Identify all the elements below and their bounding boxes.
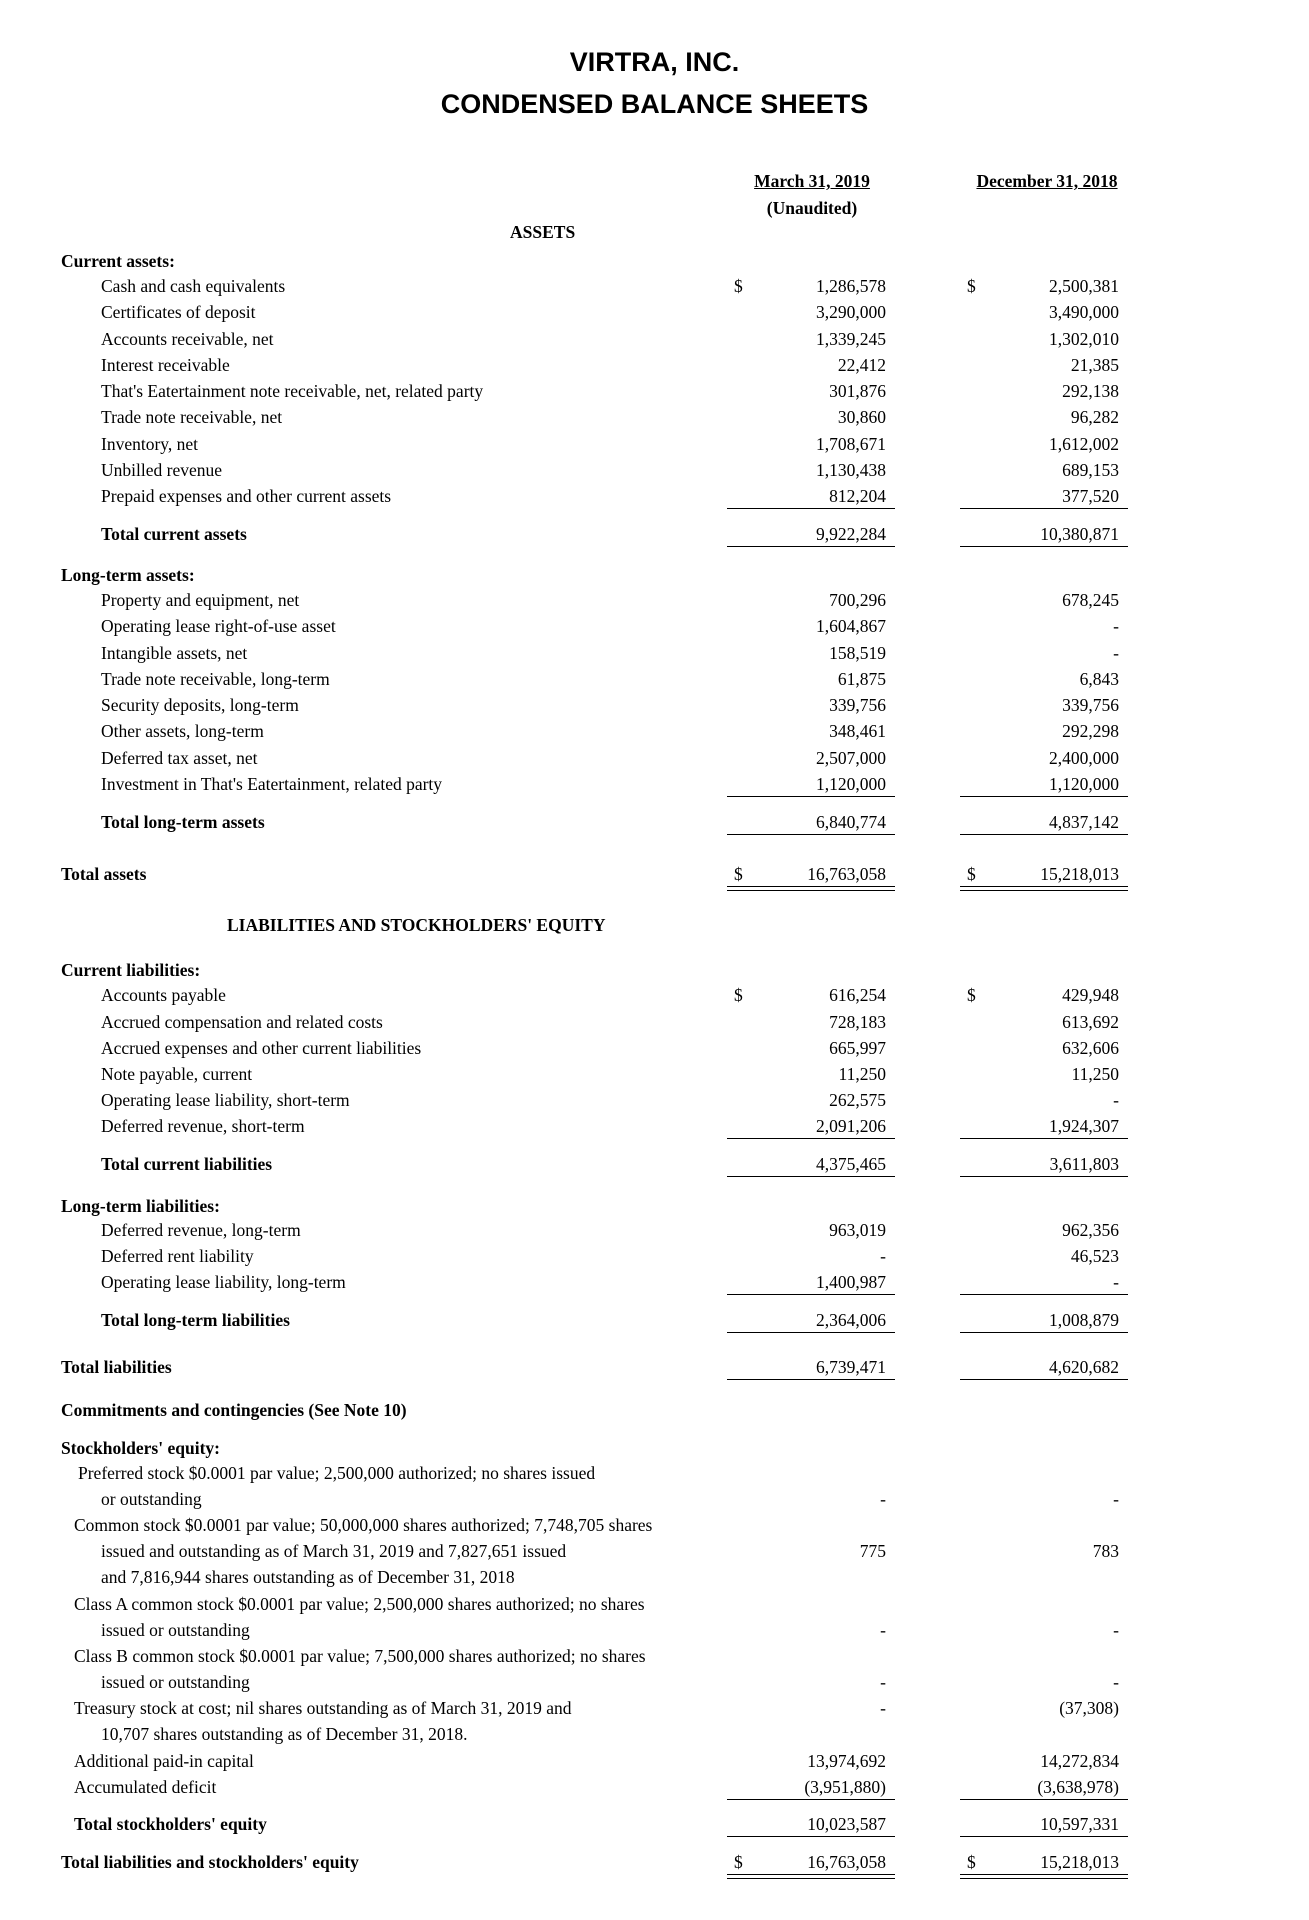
underline-rule: [727, 1294, 895, 1295]
value-december-2018: (37,308): [1059, 1698, 1119, 1718]
column-subheader-unaudited: (Unaudited): [766, 198, 858, 218]
value-march-2019: 339,756: [829, 695, 886, 715]
value-december-2018: 377,520: [1062, 486, 1119, 506]
value-march-2019: -: [880, 1620, 886, 1640]
table-row: [0, 1064, 1309, 1088]
row-label: Investment in That's Eatertainment, related party: [101, 774, 443, 794]
table-row: [0, 460, 1309, 484]
value-march-2019: 616,254: [829, 985, 886, 1005]
row-label: Total stockholders' equity: [74, 1814, 267, 1834]
value-december-2018: -: [1113, 616, 1119, 636]
value-march-2019: 6,739,471: [816, 1357, 886, 1377]
table-row: [0, 774, 1309, 798]
row-label: Common stock $0.0001 par value; 50,000,000 shares authorized; 7,748,705 shares: [74, 1515, 653, 1535]
table-row: [0, 1777, 1309, 1801]
table-row: [0, 1751, 1309, 1775]
row-label: Trade note receivable, long-term: [101, 669, 330, 689]
section-current-liabilities: Current liabilities:: [61, 960, 201, 980]
currency-symbol: $: [967, 864, 976, 884]
row-label: Certificates of deposit: [101, 302, 256, 322]
currency-symbol: $: [967, 276, 976, 296]
underline-rule: [727, 508, 895, 509]
row-label: Accounts receivable, net: [101, 329, 274, 349]
table-row: [0, 1852, 1309, 1876]
underline-rule: [960, 886, 1128, 891]
table-row: [0, 1646, 1309, 1670]
value-march-2019: -: [880, 1489, 886, 1509]
underline-rule: [727, 546, 895, 547]
value-march-2019: 301,876: [829, 381, 886, 401]
underline-rule: [727, 1379, 895, 1380]
section-assets: ASSETS: [510, 222, 576, 242]
underline-rule: [960, 1332, 1128, 1333]
underline-rule: [960, 1379, 1128, 1380]
value-december-2018: (3,638,978): [1037, 1777, 1119, 1797]
row-label: Total long-term liabilities: [101, 1310, 290, 1330]
row-label: Class B common stock $0.0001 par value; 7,500,000 shares authorized; no shares: [74, 1646, 646, 1666]
row-label: Total liabilities: [61, 1357, 172, 1377]
section-current-assets: Current assets:: [61, 251, 175, 271]
row-label: issued or outstanding: [101, 1620, 250, 1640]
value-december-2018: 1,612,002: [1049, 434, 1119, 454]
value-december-2018: 10,597,331: [1040, 1814, 1119, 1834]
section-liabilities-equity: LIABILITIES AND STOCKHOLDERS' EQUITY: [227, 915, 606, 935]
section-long-term-liabilities: Long-term liabilities:: [61, 1196, 220, 1216]
table-row: [0, 1698, 1309, 1722]
table-row: [0, 1463, 1309, 1487]
value-december-2018: 783: [1092, 1541, 1119, 1561]
value-march-2019: 158,519: [829, 643, 886, 663]
table-row: [0, 1357, 1309, 1381]
row-label: Deferred revenue, long-term: [101, 1220, 301, 1240]
row-label: Operating lease right-of-use asset: [101, 616, 336, 636]
table-row: [0, 1541, 1309, 1565]
section-long-term-assets: Long-term assets:: [61, 565, 195, 585]
currency-symbol: $: [967, 1852, 976, 1872]
table-row: [0, 1724, 1309, 1748]
statement-title: CONDENSED BALANCE SHEETS: [440, 89, 869, 119]
table-row: [0, 590, 1309, 614]
row-label: Operating lease liability, short-term: [101, 1090, 350, 1110]
row-label: Preferred stock $0.0001 par value; 2,500,000 authorized; no shares issued: [78, 1463, 596, 1483]
underline-rule: [960, 1836, 1128, 1837]
value-december-2018: 46,523: [1070, 1246, 1119, 1266]
table-row: [0, 1310, 1309, 1334]
underline-rule: [960, 1874, 1128, 1879]
underline-rule: [727, 1176, 895, 1177]
underline-rule: [727, 1836, 895, 1837]
value-december-2018: 1,302,010: [1049, 329, 1119, 349]
table-row: [0, 276, 1309, 300]
table-row: [0, 748, 1309, 772]
value-march-2019: -: [880, 1246, 886, 1266]
value-december-2018: 14,272,834: [1040, 1751, 1119, 1771]
value-december-2018: 1,008,879: [1049, 1310, 1119, 1330]
value-december-2018: 339,756: [1062, 695, 1119, 715]
row-label: Deferred rent liability: [101, 1246, 254, 1266]
row-label: Operating lease liability, long-term: [101, 1272, 346, 1292]
value-december-2018: 15,218,013: [1040, 864, 1119, 884]
value-march-2019: 11,250: [838, 1064, 886, 1084]
underline-rule: [960, 508, 1128, 509]
table-row: [0, 381, 1309, 405]
table-row: [0, 1090, 1309, 1114]
value-march-2019: 16,763,058: [807, 864, 886, 884]
row-label: or outstanding: [101, 1489, 202, 1509]
row-label: Accumulated deficit: [74, 1777, 217, 1797]
section-stockholders-equity: Stockholders' equity:: [61, 1438, 220, 1458]
value-december-2018: 3,611,803: [1049, 1154, 1119, 1174]
table-row: [0, 669, 1309, 693]
row-label: issued and outstanding as of March 31, 2019 and 7,827,651 issued: [101, 1541, 567, 1561]
row-label: Unbilled revenue: [101, 460, 222, 480]
row-label: Total liabilities and stockholders' equity: [61, 1852, 359, 1872]
row-label: Accounts payable: [101, 985, 226, 1005]
table-row: [0, 1012, 1309, 1036]
value-march-2019: 30,860: [837, 407, 886, 427]
table-row: [0, 355, 1309, 379]
row-label: Prepaid expenses and other current assets: [101, 486, 392, 506]
underline-rule: [727, 1799, 895, 1800]
value-march-2019: 262,575: [829, 1090, 886, 1110]
underline-rule: [727, 834, 895, 835]
value-december-2018: 1,120,000: [1049, 774, 1119, 794]
row-label: Trade note receivable, net: [101, 407, 283, 427]
row-label: That's Eatertainment note receivable, net, related party: [101, 381, 484, 401]
value-december-2018: 11,250: [1071, 1064, 1119, 1084]
table-row: [0, 1567, 1309, 1591]
value-december-2018: -: [1113, 1489, 1119, 1509]
row-label: Accrued compensation and related costs: [101, 1012, 383, 1032]
row-label: Additional paid-in capital: [74, 1751, 254, 1771]
table-row: [0, 1272, 1309, 1296]
row-label: Intangible assets, net: [101, 643, 248, 663]
table-row: [0, 985, 1309, 1009]
value-march-2019: 6,840,774: [816, 812, 886, 832]
row-label: Total current assets: [101, 524, 247, 544]
value-december-2018: -: [1113, 1672, 1119, 1692]
row-label: Property and equipment, net: [101, 590, 300, 610]
value-december-2018: 689,153: [1062, 460, 1119, 480]
underline-rule: [960, 1294, 1128, 1295]
value-december-2018: -: [1113, 1620, 1119, 1640]
value-december-2018: 2,500,381: [1049, 276, 1119, 296]
table-row: [0, 1672, 1309, 1696]
value-december-2018: -: [1113, 643, 1119, 663]
underline-rule: [960, 1799, 1128, 1800]
value-march-2019: 665,997: [829, 1038, 886, 1058]
value-march-2019: 1,400,987: [816, 1272, 886, 1292]
column-header-march-2019: March 31, 2019: [754, 171, 870, 191]
underline-rule: [727, 1874, 895, 1879]
underline-rule: [960, 1138, 1128, 1139]
row-label: Class A common stock $0.0001 par value; 2,500,000 shares authorized; no shares: [74, 1594, 645, 1614]
row-label: Deferred tax asset, net: [101, 748, 258, 768]
value-december-2018: -: [1113, 1272, 1119, 1292]
value-march-2019: 1,708,671: [816, 434, 886, 454]
value-december-2018: 292,298: [1062, 721, 1119, 741]
currency-symbol: $: [734, 864, 743, 884]
value-march-2019: 10,023,587: [807, 1814, 886, 1834]
value-december-2018: 4,620,682: [1049, 1357, 1119, 1377]
value-december-2018: 1,924,307: [1049, 1116, 1119, 1136]
table-row: [0, 864, 1309, 888]
table-row: [0, 1220, 1309, 1244]
value-december-2018: 10,380,871: [1040, 524, 1119, 544]
value-march-2019: 775: [859, 1541, 886, 1561]
value-march-2019: 700,296: [829, 590, 886, 610]
row-label: issued or outstanding: [101, 1672, 250, 1692]
currency-symbol: $: [967, 985, 976, 1005]
table-row: [0, 1594, 1309, 1618]
table-row: [0, 434, 1309, 458]
value-march-2019: 13,974,692: [807, 1751, 886, 1771]
table-row: [0, 1620, 1309, 1644]
value-december-2018: 632,606: [1062, 1038, 1119, 1058]
table-row: [0, 721, 1309, 745]
underline-rule: [727, 1332, 895, 1333]
value-march-2019: 1,286,578: [816, 276, 886, 296]
row-label: Total assets: [61, 864, 147, 884]
value-december-2018: 96,282: [1070, 407, 1119, 427]
underline-rule: [960, 796, 1128, 797]
table-row: [0, 1038, 1309, 1062]
row-label: Other assets, long-term: [101, 721, 264, 741]
value-march-2019: 61,875: [837, 669, 886, 689]
underline-rule: [727, 1138, 895, 1139]
row-label: Interest receivable: [101, 355, 230, 375]
table-row: [0, 486, 1309, 510]
value-march-2019: -: [880, 1672, 886, 1692]
value-december-2018: 3,490,000: [1049, 302, 1119, 322]
value-march-2019: 1,339,245: [816, 329, 886, 349]
value-december-2018: 292,138: [1062, 381, 1119, 401]
value-december-2018: 429,948: [1062, 985, 1119, 1005]
table-row: [0, 616, 1309, 640]
value-march-2019: 1,120,000: [816, 774, 886, 794]
row-label: Total current liabilities: [101, 1154, 273, 1174]
value-march-2019: 963,019: [829, 1220, 886, 1240]
value-december-2018: 4,837,142: [1049, 812, 1119, 832]
value-december-2018: 15,218,013: [1040, 1852, 1119, 1872]
table-row: [0, 302, 1309, 326]
company-name: VIRTRA, INC.: [569, 47, 740, 77]
table-row: [0, 695, 1309, 719]
row-label: Total long-term assets: [101, 812, 265, 832]
table-row: [0, 812, 1309, 836]
value-march-2019: 16,763,058: [807, 1852, 886, 1872]
value-march-2019: 2,091,206: [816, 1116, 886, 1136]
row-label: Cash and cash equivalents: [101, 276, 286, 296]
table-row: [0, 524, 1309, 548]
value-march-2019: 22,412: [837, 355, 886, 375]
value-december-2018: 21,385: [1070, 355, 1119, 375]
underline-rule: [960, 1176, 1128, 1177]
value-march-2019: 2,364,006: [816, 1310, 886, 1330]
row-label: 10,707 shares outstanding as of December 31, 2018.: [101, 1724, 468, 1744]
table-row: [0, 1116, 1309, 1140]
value-march-2019: 1,604,867: [816, 616, 886, 636]
table-row: [0, 1154, 1309, 1178]
column-header-december-2018: December 31, 2018: [976, 171, 1118, 191]
value-march-2019: 9,922,284: [816, 524, 886, 544]
value-march-2019: 812,204: [829, 486, 886, 506]
table-row: [0, 643, 1309, 667]
underline-rule: [960, 834, 1128, 835]
table-row: [0, 1246, 1309, 1270]
value-march-2019: 2,507,000: [816, 748, 886, 768]
row-label: Deferred revenue, short-term: [101, 1116, 305, 1136]
value-march-2019: 1,130,438: [816, 460, 886, 480]
value-march-2019: 4,375,465: [816, 1154, 886, 1174]
value-march-2019: 3,290,000: [816, 302, 886, 322]
value-march-2019: 348,461: [829, 721, 886, 741]
underline-rule: [727, 886, 895, 891]
row-label: Note payable, current: [101, 1064, 253, 1084]
table-row: [0, 1515, 1309, 1539]
value-march-2019: (3,951,880): [804, 1777, 886, 1797]
section-commitments: Commitments and contingencies (See Note 10): [61, 1400, 407, 1420]
table-row: [0, 329, 1309, 353]
value-december-2018: -: [1113, 1090, 1119, 1110]
currency-symbol: $: [734, 985, 743, 1005]
row-label: Security deposits, long-term: [101, 695, 299, 715]
value-december-2018: 962,356: [1062, 1220, 1119, 1240]
value-december-2018: 678,245: [1062, 590, 1119, 610]
row-label: Inventory, net: [101, 434, 199, 454]
underline-rule: [960, 546, 1128, 547]
row-label: and 7,816,944 shares outstanding as of December 31, 2018: [101, 1567, 515, 1587]
table-row: [0, 1814, 1309, 1838]
value-march-2019: -: [880, 1698, 886, 1718]
currency-symbol: $: [734, 276, 743, 296]
table-row: [0, 1489, 1309, 1513]
value-december-2018: 6,843: [1079, 669, 1119, 689]
table-row: [0, 407, 1309, 431]
value-march-2019: 728,183: [829, 1012, 886, 1032]
underline-rule: [727, 796, 895, 797]
value-december-2018: 613,692: [1062, 1012, 1119, 1032]
row-label: Treasury stock at cost; nil shares outstanding as of March 31, 2019 and: [74, 1698, 572, 1718]
value-december-2018: 2,400,000: [1049, 748, 1119, 768]
currency-symbol: $: [734, 1852, 743, 1872]
row-label: Accrued expenses and other current liabilities: [101, 1038, 422, 1058]
